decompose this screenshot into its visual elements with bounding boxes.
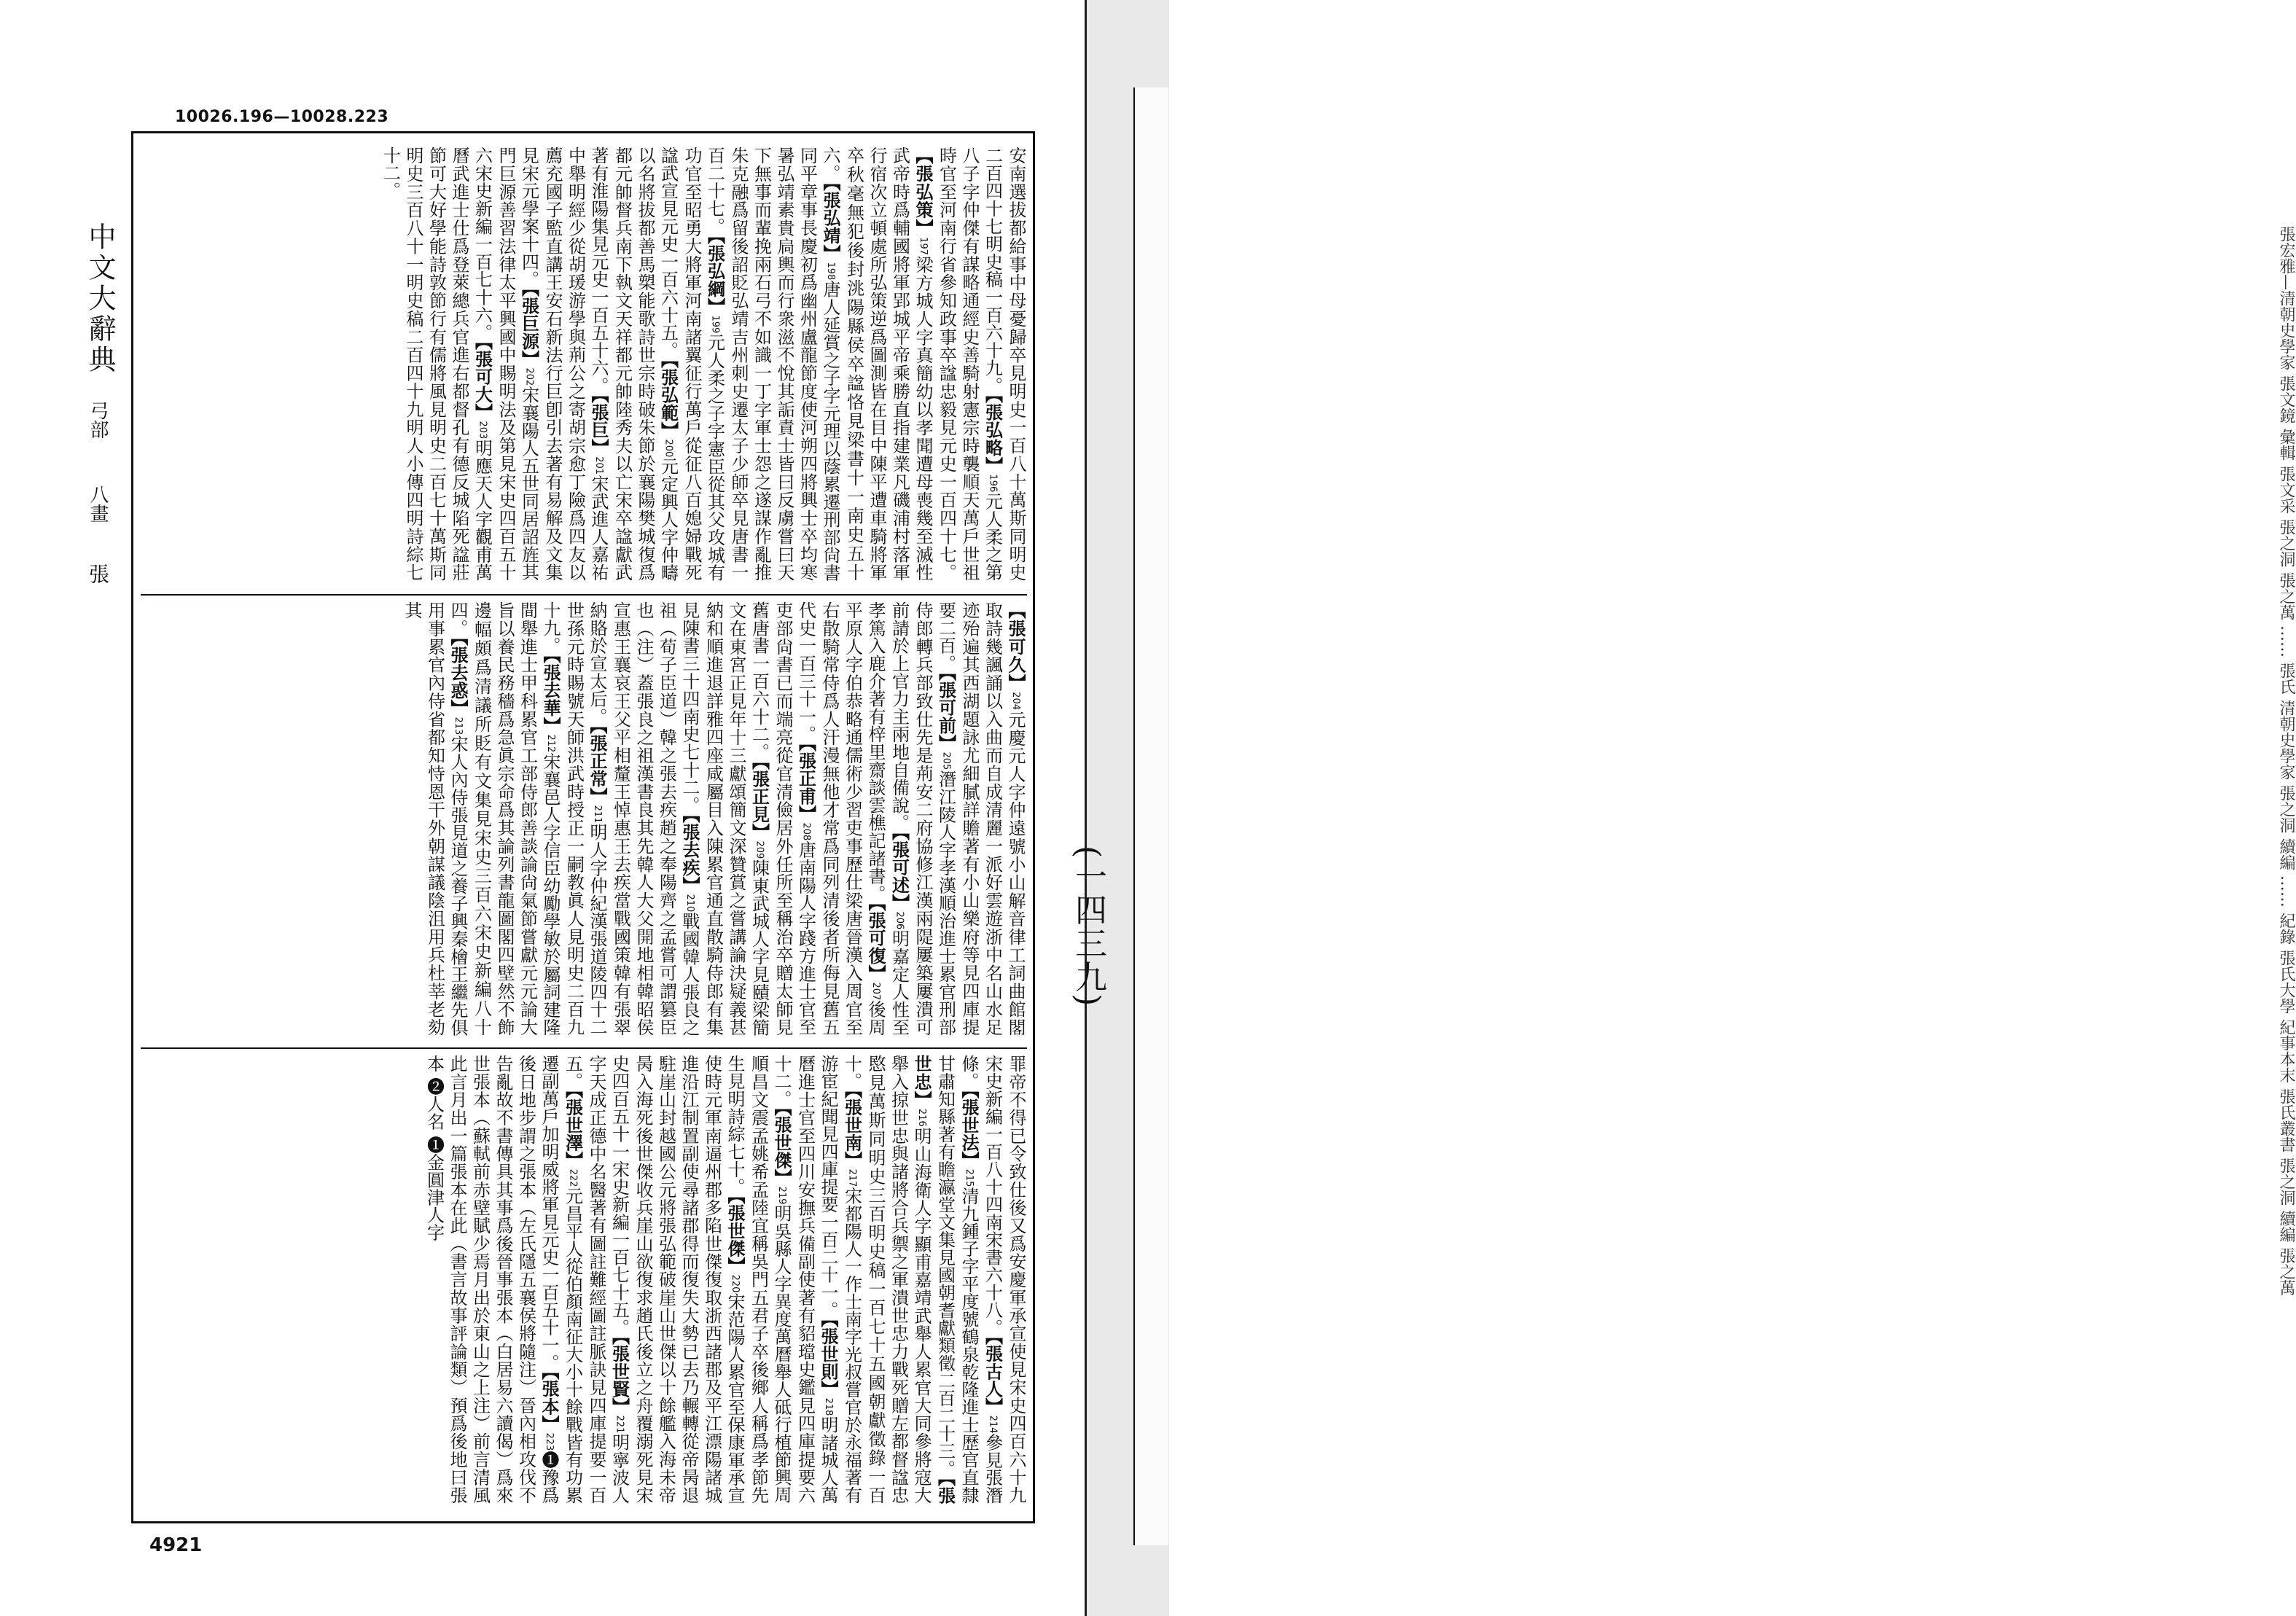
- tier-middle-text: [141, 601, 1027, 1036]
- entry-definition: 宋范陽人累官至保康軍承宣使時元軍南逼州郡多陷世傑復取浙西諸郡及平江漂陽諸城進沿江制置副使尋諸郡得而復失大勢已去乃輾轉從帝昺退駐崖山封越國公元將張弘範破崖山世傑以十餘艦入海未帝昺入海死後世傑收兵崖山欲復求趙氏後立之舟覆溺死見宋史四百五十一宋史新編一百七十五。: [609, 1055, 745, 1504]
- entry-headword: 【張世傑】: [725, 1195, 746, 1275]
- entry-definition: 唐南陽人字踐方進士官至吏部尙書已而端亮從官清儉居外任所至稱治卒贈太師見舊唐書一百六十二。: [749, 601, 816, 1037]
- entry-number: 208: [800, 822, 812, 841]
- entry-definition: 元慶元人字仲遠號小山解音律工詞曲館閣取詩幾諷誦以入曲而自成清麗一派好雲遊浙中名山水足迹殆遍其西湖題詠尤細膩詳贍著有小山樂府等見四庫提要二百。: [935, 601, 1026, 1037]
- entry-headword: 【張可前】: [935, 672, 957, 752]
- entry-number: 199: [709, 315, 721, 333]
- entry-number: 200: [663, 439, 674, 457]
- entry-number: 202: [523, 367, 535, 386]
- entry-definition: 宋都陽人一作士南字光叔嘗官於永福著有游宦紀聞見四庫提要一百二十一。: [818, 1055, 862, 1504]
- entry-definition: 元人柔之子字憲臣從其父攻城有功官至昭勇大將軍河南諸翼征行萬戶從征八百媳婦戰死諡武宣見元史一百六十五。: [657, 147, 725, 582]
- entry-number: 215: [964, 1168, 975, 1187]
- entry-number: 206: [894, 911, 905, 930]
- entry-definition: 明應天人字觀甫萬曆武進士仕爲登萊總兵官進右都督孔有德反城陷死諡莊節可大好學能詩敦節行有儒將風見明史二百七十萬斯同明史三百八十一明史稿二百四十九明人小傳四明詩綜七十二。: [380, 147, 493, 582]
- entry-definition: 元定興人字仲疇以名將拔都善馬槊能歌詩世宗時破朱節於襄陽樊城復爲都元帥督兵南下執文天祥都元帥陸秀夫以亡宋卒諡獻武著有淮陽集見元史一百五十六。: [588, 147, 679, 582]
- entry-number: 212: [545, 734, 556, 753]
- entry-definition: 梁方城人字真簡幼以孝聞遭母喪幾至滅性武帝時爲輔國將軍郢城平帝乘勝直指建業凡磯浦村落軍行宿次立頓處所弘策逆爲圖測皆在目中陳平遭車騎將軍卒秋毫無犯後封洮陽縣侯卒諡恪見梁書十一南史五十六。: [820, 147, 933, 582]
- entry-definition: 參見張潛條。: [958, 1055, 1003, 1504]
- entry-number: 204: [1010, 692, 1021, 710]
- entry-number: 221: [614, 1415, 625, 1434]
- entry-number: 203: [477, 421, 488, 440]
- entry-definition: 後周平原人字伯恭略通儒術少習吏事歷仕梁唐晉漢入周官至右散騎常侍爲人汗漫無他才常爲同列清後者所侮見舊五代史一百三十一。: [795, 601, 886, 1037]
- entry-headword: 【張世澤】: [562, 1090, 584, 1169]
- radical-label: 弓部: [87, 401, 109, 439]
- tier-top-text: [141, 147, 1027, 581]
- dictionary-entry: [402, 601, 468, 1036]
- entry-headword: 【張可述】: [889, 831, 910, 912]
- tier-bottom-text: [141, 1055, 1027, 1504]
- entry-number: 214: [987, 1415, 999, 1434]
- entry-headword: 【張正見】: [749, 760, 770, 841]
- entry-headword: 【張弘略】: [982, 394, 1004, 475]
- entry-definition: 明人字仲紀漢張道陵四十二世孫元時賜號天師洪武時授正一嗣教眞人見明史二百九十九。: [540, 601, 607, 1037]
- entry-headword: 【張世忠】: [911, 1055, 956, 1504]
- entry-definition: 宋襄邑人字信臣幼勵學敏於屬詞建隆間舉進士甲科累官工部侍郎善談論尙氣節嘗獻元元論大旨以養民務穡爲急眞宗命爲其論列書龍圖閣四壁然不飾邊幅頗爲清議所貶有文集見宋史三百六宋史新編八十四。: [448, 601, 561, 1037]
- entry-headword: 【張弘靖】: [820, 181, 841, 262]
- entry-definition: 宋襄陽人五世同居詔旌其門巨源善習法律太平興國中賜明法及第見宋史四百五十六宋史新編一百七十六。: [472, 147, 539, 582]
- header-entry-range: 10026.196—10028.223: [175, 108, 389, 126]
- entry-definition: 元昌平人從伯顏南征大小十餘戰皆有功累遷副萬戶加明威將軍見元史一百五十一。: [539, 1055, 583, 1504]
- entry-definition: ❶豫爲後日地步謂之張本（左氏隱五襄侯將隨注）晉內相攻伐不告亂故不書傳具其事爲後晉事張本（白居易六讀偈）爲來世張本（蘇軾前赤壁賦少焉月出於東山之上注）前言清風此言月出一篇張本在此（書言故事評論類）預爲後地曰張本 ❷人名 ❶金圓津人字: [423, 1055, 559, 1504]
- entry-definition: 宋武進人嘉祐中舉明經少從胡瑗游學與荊公之寄胡宗愈丁險爲四友以薦充國子監直講王安石新法行巨卽引去著有易解及文集見宋元學案十四。: [518, 147, 609, 582]
- entry-number: 220: [730, 1274, 741, 1293]
- entry-headword: 【張可大】: [472, 341, 493, 421]
- entry-headword: 【張巨源】: [518, 288, 540, 368]
- entry-definition: 罪帝不得已令致仕後又爲安慶軍承宣使見宋史四百六十九宋史新編一百八十四南宋書六十八。: [982, 1055, 1026, 1504]
- entry-headword: 【張去惑】: [448, 636, 469, 717]
- entry-definition: 唐人延賞之子字元理以蔭累遷刑部尙書同平章事長慶初爲幽州盧龍節度使河朔四將興士卒均寒暑弘靖素貴扃輿而行衆滋不悅其詬責士皆曰反虜嘗曰天下無事而輩挽兩石弓不如識一丁字軍士怨之遂謀作亂推朱克融爲留後詔貶弘靖吉州刺史遷太子少師卒見唐書一百二十七。: [704, 147, 840, 582]
- entry-number: 196: [987, 474, 999, 493]
- entry-number: 218: [823, 1397, 834, 1416]
- entry-number: 217: [846, 1168, 858, 1187]
- next-page-edge: [1133, 87, 2295, 1545]
- head-character: 張: [86, 563, 110, 584]
- entry-headword: 【張世南】: [841, 1090, 863, 1169]
- stroke-count-label: 八畫: [87, 485, 109, 523]
- dictionary-entry: [935, 1055, 980, 1504]
- entry-headword: 【張正常】: [587, 725, 608, 805]
- entry-number: 209: [754, 840, 765, 859]
- text-frame: [131, 131, 1035, 1523]
- entry-number: 216: [916, 1108, 927, 1127]
- entry-headword: 【張去疾】: [679, 813, 700, 894]
- entry-number: 223: [544, 1432, 555, 1451]
- entry-headword: 【張可久】: [1005, 601, 1026, 692]
- entry-headword: 【張去華】: [540, 654, 561, 735]
- entry-definition: 明諸城人萬曆進士官至四川安撫兵備副使著有貂璫史鑑見四庫提要六十二。: [771, 1055, 838, 1504]
- entry-headword: 【張可復】: [865, 902, 886, 983]
- entry-number: 211: [592, 805, 603, 824]
- entry-headword: 【張弘策】: [913, 147, 934, 238]
- entry-number: 213: [453, 717, 464, 735]
- entry-definition: 元人柔之第八子字仲傑有謀略通經史善騎射憲宗時襲順天萬戶世祖時官至河南行省參知政事卒諡忠毅見元史一百四十七。: [936, 147, 1003, 582]
- entry-definition: 清九鍾子字平度號鶴泉乾隆進士歷官直隸甘肅知縣著有瞻瀛堂文集見國朝耆獻類徵二百二十三。: [934, 1055, 979, 1504]
- entry-headword: 【張弘綱】: [704, 235, 726, 315]
- entry-definition: 宋人內侍張見道之養子興秦檜王繼先俱用事累官內侍省都知恃恩干外朝謀議陰沮用兵杜莘老劾其: [402, 601, 468, 1037]
- entry-headword: 【張世賢】: [609, 1336, 630, 1416]
- entry-headword: 【張巨】: [588, 394, 609, 457]
- entry-number: 207: [870, 982, 881, 1001]
- entry-number: 219: [776, 1187, 787, 1205]
- entry-definition: 陳東武城人字見賾梁簡文在東宮正見年十三獻頌簡文深贊賞之嘗講論決疑義甚納和順進退詳雅四座咸屬目入陳累官通直散騎侍郎有集見陳書三十四南史七十二。: [679, 601, 770, 1037]
- entry-definition: 安南選拔都給事中母憂歸卒見明史一百八十萬斯同明史二百四十七明史稿一百六十九。: [982, 147, 1026, 581]
- entry-headword: 【張古人】: [982, 1336, 1004, 1416]
- entry-definition: 潛江陵人字孝漢順治進士累官刑部侍郎轉兵部致仕先是荊安二府協修江漢兩隄屢築屢潰可前請於上官力主兩地自備說。: [889, 601, 956, 1037]
- entry-definition: 明寧波人字天成正德中名醫著有圖註難經圖註脈訣見四庫提要一百五。: [562, 1055, 630, 1504]
- footer-page-number: 4921: [149, 1534, 203, 1556]
- entry-definition: 明山海衛人字顯甫嘉靖武舉人累官大同參將寇大舉入掠世忠與諸將合兵禦之軍潰世忠力戰死贈左都督諡忠愍見萬斯同明史三百明史稿一百七十五國朝獻徵錄一百十。: [841, 1055, 932, 1504]
- next-page-text: 張宏雅—清朝史學家 張文鏡 彙輯 張文采 張之洞 張之萬 …… 張氏 清朝史學家 張之洞 續編 …… 紀錄 張氏大學 紀事本末 張氏叢書 張之洞 續編 張之萬: [2277, 226, 2295, 1296]
- entry-headword: 【張世傑】: [771, 1107, 792, 1187]
- entry-headword: 【張世則】: [818, 1318, 839, 1398]
- tier-middle: [141, 594, 1027, 1040]
- entry-number: 222: [567, 1168, 579, 1187]
- entry-number: 201: [593, 456, 604, 475]
- entry-definition: 明吳縣人字異度萬曆舉人砥行植節興周順昌文震孟姚希孟陸宜稱吳門五君子卒後鄉人稱爲孝節先生見明詩綜七十。: [725, 1055, 792, 1504]
- entry-headword: 【張本】: [539, 1371, 560, 1433]
- entry-number: 198: [825, 262, 836, 280]
- entry-number: 210: [684, 894, 695, 912]
- entry-definition: 明嘉定人性至孝篤入鹿介著有梓里齋談雲樵記諸書。: [865, 601, 910, 1037]
- entry-definition: 戰國韓人張良之祖（荀子臣道）韓之張去疾趙之奉陽齊之孟嘗可謂篡臣也（注）蓋張良之祖漢書良其先韓人大父開地相韓昭侯宣惠王襄哀王父平相釐王悼惠王去疾當戰國策韓有張翠納賂於宣太后。: [587, 601, 700, 1037]
- entry-headword: 【張弘範】: [657, 359, 679, 440]
- vertical-page-number: (一四三九): [1069, 846, 1106, 1008]
- entry-number: 197: [918, 237, 929, 255]
- side-margin: [73, 222, 117, 1097]
- entry-headword: 【張正甫】: [795, 743, 817, 823]
- entry-headword: 【張世法】: [958, 1090, 980, 1169]
- entry-number: 205: [940, 752, 952, 770]
- dictionary-title: 中文大辭典: [84, 222, 116, 375]
- tier-top: [141, 141, 1027, 585]
- tier-bottom: [141, 1047, 1027, 1508]
